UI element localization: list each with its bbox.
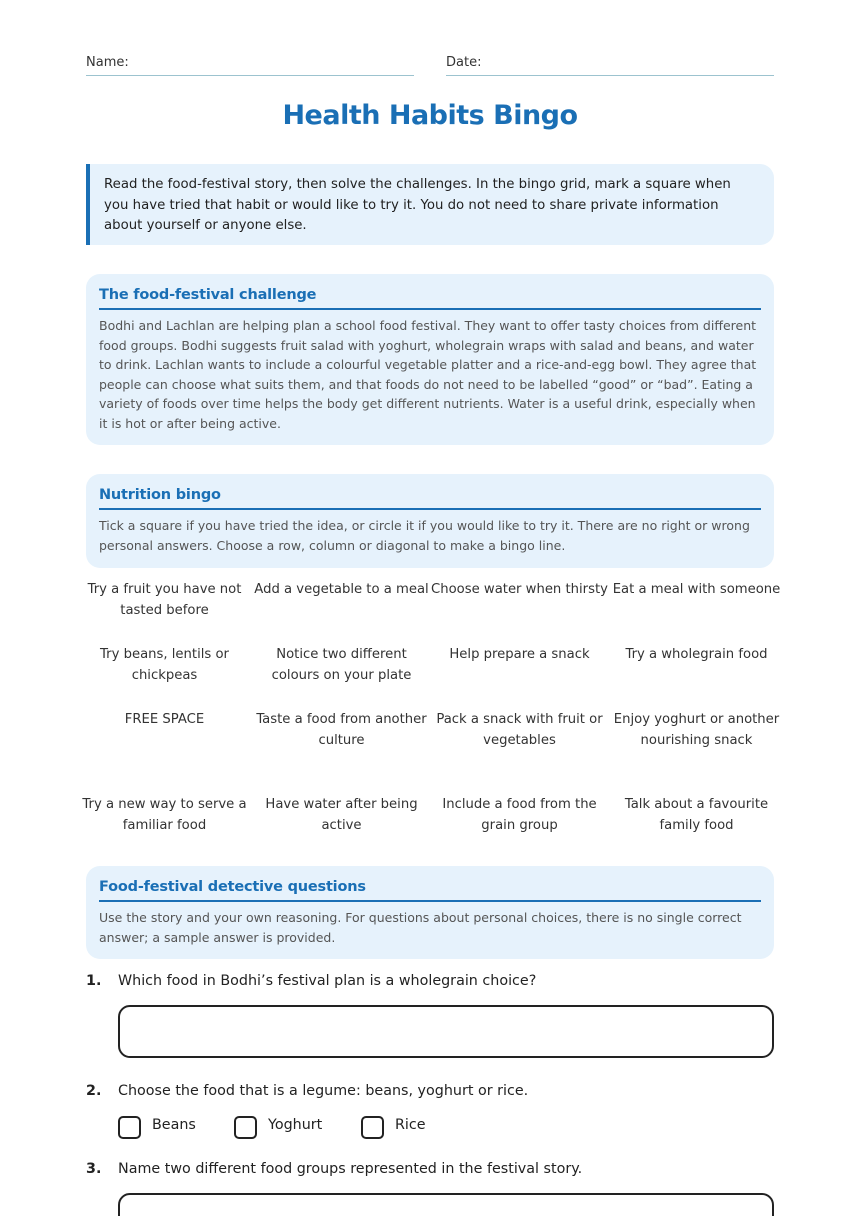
bingo-cell[interactable]: Pack a snack with fruit or vegetables xyxy=(436,712,603,748)
date-label: Date: xyxy=(446,55,482,70)
name-label: Name: xyxy=(86,55,129,70)
answer-box-3[interactable] xyxy=(118,1193,774,1216)
bingo-cell[interactable]: Have water after being active xyxy=(265,797,418,833)
bingo-cell[interactable]: Try a fruit you have not tasted before xyxy=(87,582,242,618)
header-fields xyxy=(86,54,774,76)
bingo-cell[interactable]: Try a wholegrain food xyxy=(625,647,768,662)
checkbox[interactable] xyxy=(234,1116,257,1139)
option-label: Yoghurt xyxy=(268,1117,323,1133)
bingo-instructions: Tick a square if you have tried the idea, or circle it if you would like to try it. There are no right or wrong personal answers. Choose a row, column or diagonal to make a bingo line. xyxy=(99,518,750,553)
bingo-panel xyxy=(86,474,774,568)
bingo-cell[interactable]: Enjoy yoghurt or another nourishing snack xyxy=(613,712,780,748)
date-field[interactable] xyxy=(446,54,774,76)
intro-callout: Read the food-festival story, then solve the challenges. In the bingo grid, mark a square when you have tried that habit or would like to try it. You do not need to share private information about yourself or anyone else. xyxy=(86,164,774,245)
question-text: Choose the food that is a legume: beans, yoghurt or rice. xyxy=(118,1083,529,1099)
bingo-cell[interactable]: Taste a food from another culture xyxy=(256,712,427,748)
bingo-cell[interactable]: Talk about a favourite family food xyxy=(624,797,769,833)
bingo-cell[interactable]: Include a food from the grain group xyxy=(442,797,597,833)
question-number: 3. xyxy=(86,1161,102,1177)
bingo-cell[interactable]: Help prepare a snack xyxy=(449,647,590,662)
bingo-cell[interactable]: Eat a meal with someone xyxy=(612,582,781,597)
bingo-cell[interactable]: Try a new way to serve a familiar food xyxy=(82,797,247,833)
checkbox[interactable] xyxy=(118,1116,141,1139)
question-number: 1. xyxy=(86,973,102,989)
bingo-cell[interactable]: Try beans, lentils or chickpeas xyxy=(100,647,229,683)
story-panel xyxy=(86,274,774,445)
question-number: 2. xyxy=(86,1083,102,1099)
question-text: Name two different food groups represented in the festival story. xyxy=(118,1161,583,1177)
option-label: Beans xyxy=(152,1117,196,1133)
story-text: Bodhi and Lachlan are helping plan a school food festival. They want to offer tasty choices from different food groups. Bodhi suggests fruit salad with yoghurt, wholegrain wraps with salad and beans, and water to drink. Lachlan wants to include a colourful vegetable platter and a rice-and-egg bowl. They agree that people can choose what suits them, and that foods do not need to be labelled “good” or “bad”. Eating a variety of foods over time helps the body get different nutrients. Water is a useful drink, especially when it is hot or after being active. xyxy=(99,318,757,431)
checkbox[interactable] xyxy=(361,1116,384,1139)
bingo-heading: Nutrition bingo xyxy=(99,487,761,510)
story-heading: The food-festival challenge xyxy=(99,287,761,310)
detective-instructions: Use the story and your own reasoning. For questions about personal choices, there is no single correct answer; a sample answer is provided. xyxy=(99,910,742,945)
answer-box-1[interactable] xyxy=(118,1005,774,1058)
question-2-options xyxy=(118,1115,718,1139)
bingo-cell[interactable]: Notice two different colours on your plate xyxy=(271,647,412,683)
detective-heading: Food-festival detective questions xyxy=(99,879,761,902)
question-text: Which food in Bodhi’s festival plan is a wholegrain choice? xyxy=(118,973,537,989)
bingo-cell-free-space[interactable]: FREE SPACE xyxy=(124,712,205,727)
bingo-cell[interactable]: Choose water when thirsty xyxy=(431,582,608,597)
name-field[interactable] xyxy=(86,54,414,76)
bingo-cell[interactable]: Add a vegetable to a meal xyxy=(254,582,429,597)
detective-panel xyxy=(86,866,774,959)
option-label: Rice xyxy=(395,1117,426,1133)
page-title: Health Habits Bingo xyxy=(282,100,578,131)
